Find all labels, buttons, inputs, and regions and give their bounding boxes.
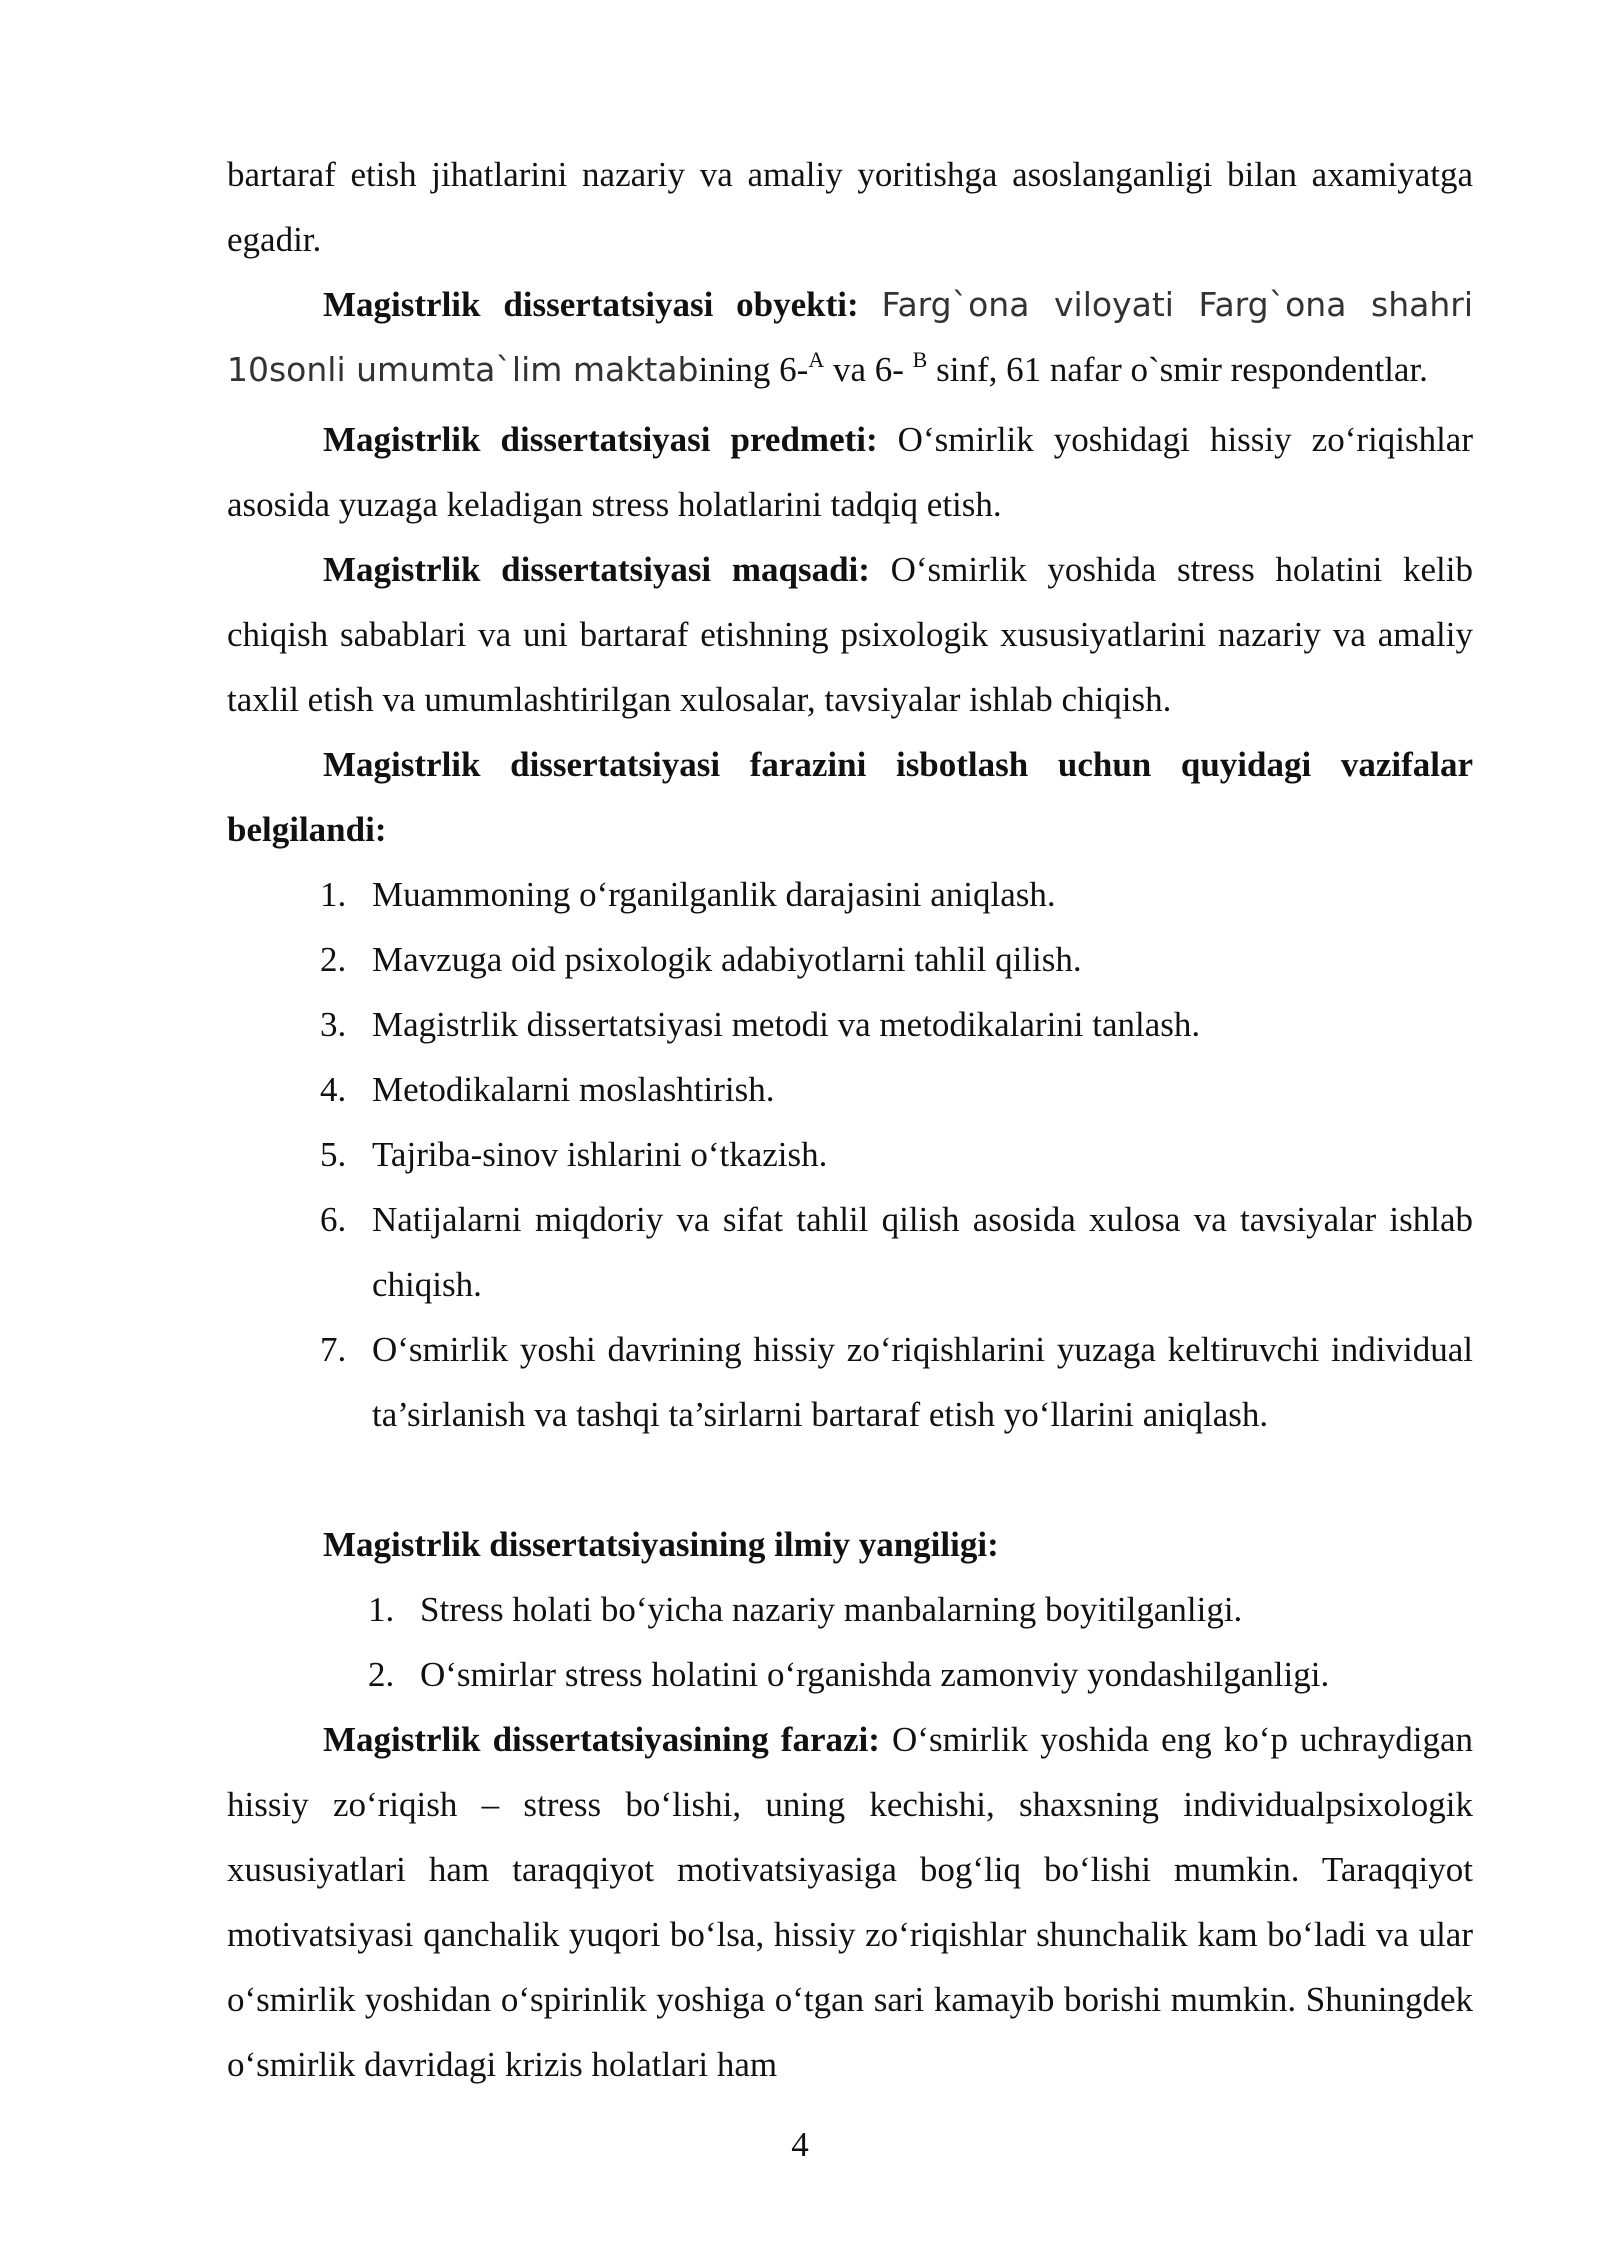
paragraph-maqsadi xyxy=(227,537,1473,732)
obyekt-sup-b: B xyxy=(912,347,928,372)
list-number: 2. xyxy=(320,940,347,979)
list-text: Mavzuga oid psixologik adabiyotlarni tahlil qilish. xyxy=(372,940,1082,979)
list-text: Stress holati bo‘yicha nazariy manbalarning boyitilganligi. xyxy=(420,1590,1243,1629)
yangiligi-heading: Magistrlik dissertatsiyasining ilmiy yangiligi: xyxy=(323,1525,999,1564)
list-number: 2. xyxy=(368,1655,395,1694)
vazifalar-list xyxy=(320,862,1473,1447)
paragraph-predmeti xyxy=(227,407,1473,537)
list-number: 6. xyxy=(320,1200,347,1239)
list-number: 4. xyxy=(320,1070,347,1109)
farazi-text: O‘smirlik yoshida eng ko‘p uchraydigan hissiy zo‘riqish – stress bo‘lishi, uning kechishi, shaxsning individualpsixologik xususiyatlari ham taraqqiyot motivatsiyasiga bog‘liq bo‘lishi mumkin. Taraqqiyot motivatsiyasi qanchalik yuqori bo‘lsa, hissiy zo‘riqishlar shunchalik kam bo‘ladi va ular o‘smirlik yoshidan o‘spirinlik yoshiga o‘tgan sari kamayib borishi mumkin. Shuningdek o‘smirlik davridagi krizis holatlari ham xyxy=(227,1720,1474,2084)
list-item xyxy=(320,1317,1473,1447)
list-item xyxy=(320,1122,1473,1187)
obyekt-label: Magistrlik dissertatsiyasi obyekti: xyxy=(323,285,859,324)
obyekt-sup-a: A xyxy=(808,347,825,372)
list-text: O‘smirlar stress holatini o‘rganishda zamonviy yondashilganligi. xyxy=(420,1655,1330,1694)
maqsadi-label: Magistrlik dissertatsiyasi maqsadi: xyxy=(323,550,870,589)
list-text: Tajriba-sinov ishlarini o‘tkazish. xyxy=(372,1135,828,1174)
page-number: 4 xyxy=(791,2125,809,2164)
predmeti-text: O‘smirlik yoshidagi hissiy zo‘riqishlar asosida yuzaga keladigan stress holatlarini tadqiq etish. xyxy=(227,420,1473,524)
list-item xyxy=(320,862,1473,927)
list-number: 5. xyxy=(320,1135,347,1174)
list-item xyxy=(320,1187,1473,1317)
list-item xyxy=(368,1577,1473,1642)
list-item xyxy=(320,1057,1473,1122)
list-item xyxy=(320,927,1473,992)
yangiligi-list xyxy=(368,1577,1473,1707)
list-text: Muammoning o‘rganilganlik darajasini aniqlash. xyxy=(372,875,1056,914)
paragraph-farazi xyxy=(227,1707,1473,2097)
list-item xyxy=(320,992,1473,1057)
list-number: 1. xyxy=(368,1590,395,1629)
predmeti-label: Magistrlik dissertatsiyasi predmeti: xyxy=(323,420,878,459)
list-number: 3. xyxy=(320,1005,347,1044)
paragraph-obyekt xyxy=(227,272,1473,402)
farazi-label: Magistrlik dissertatsiyasining farazi: xyxy=(323,1720,880,1759)
vazifalar-heading: Magistrlik dissertatsiyasi farazini isbotlash uchun quyidagi vazifalar belgilandi: xyxy=(227,745,1473,849)
list-number: 1. xyxy=(320,875,347,914)
list-text: Natijalarni miqdoriy va sifat tahlil qilish asosida xulosa va tavsiyalar ishlab chiqish. xyxy=(372,1200,1473,1304)
obyekt-text-c: va 6- xyxy=(824,350,913,389)
list-text: Magistrlik dissertatsiyasi metodi va metodikalarini tanlash. xyxy=(372,1005,1201,1044)
paragraph-intro: bartaraf etish jihatlarini nazariy va amaliy yoritishga asoslanganligi bilan axamiyatga egadir. xyxy=(227,155,1473,259)
obyekt-text-b: ining 6- xyxy=(698,350,809,389)
obyekt-text-d: sinf, 61 nafar o`smir respondentlar. xyxy=(927,350,1428,389)
list-text: O‘smirlik yoshi davrining hissiy zo‘riqishlarini yuzaga keltiruvchi individual ta’sirlanish va tashqi ta’sirlarni bartaraf etish yo‘llarini aniqlash. xyxy=(372,1330,1473,1434)
obyekt-text: Farg`ona viloyati Farg`ona shahri 10sonli umumta`lim maktab xyxy=(227,285,1473,389)
list-number: 7. xyxy=(320,1330,347,1369)
list-text: Metodikalarni moslashtirish. xyxy=(372,1070,775,1109)
maqsadi-text: O‘smirlik yoshida stress holatini kelib chiqish sabablari va uni bartaraf etishning psixologik xususiyatlarini nazariy va amaliy taxlil etish va umumlashtirilgan xulosalar, tavsiyalar ishlab chiqish. xyxy=(227,550,1473,719)
list-item xyxy=(368,1642,1473,1707)
